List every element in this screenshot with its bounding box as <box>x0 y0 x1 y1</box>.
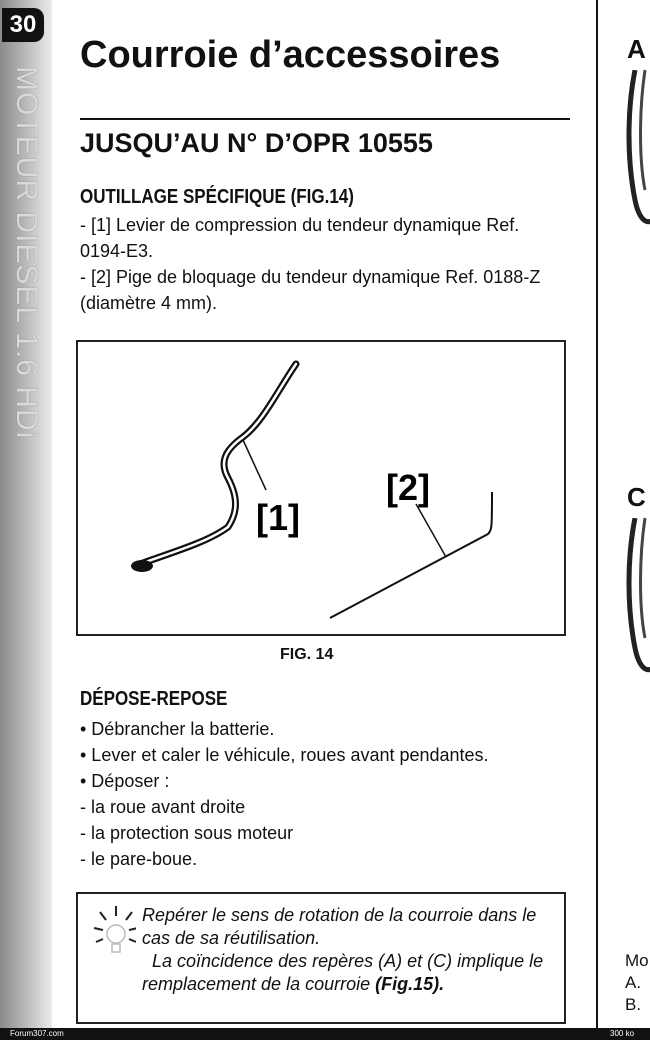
right-text-line: A. <box>625 973 642 992</box>
right-text-line: Mo <box>625 951 649 970</box>
footer-size: 300 ko <box>610 1029 635 1038</box>
list-item: - le pare-boue. <box>80 849 198 869</box>
list-item: • Débrancher la batterie. <box>80 719 275 739</box>
right-label-c: C <box>627 482 646 512</box>
column-divider <box>596 0 598 1028</box>
right-label-a: A <box>627 34 646 64</box>
list-item: - la roue avant droite <box>80 797 246 817</box>
tooling-item: - [2] Pige de bloquage du tendeur dynamique Ref. 0188-Z (diamètre 4 mm). <box>80 267 541 313</box>
removal-steps <box>80 716 570 872</box>
belt-illustration-a <box>625 70 650 230</box>
label-2: [2] <box>386 467 430 508</box>
list-item: • Lever et caler le véhicule, roues avant pendantes. <box>80 745 489 765</box>
list-item: - la protection sous moteur <box>80 823 294 843</box>
footer-source: Forum307.com <box>10 1029 64 1038</box>
section-subtitle: JUSQU’AU N° D’OPR 10555 <box>80 128 433 158</box>
removal-heading: DÉPOSE-REPOSE <box>80 688 228 710</box>
tool-illustration <box>78 342 564 634</box>
pin-tool <box>330 492 492 618</box>
tip-box <box>76 892 566 1024</box>
label-1: [1] <box>256 497 300 538</box>
lightbulb-icon <box>86 902 136 962</box>
lever-tip <box>131 560 153 572</box>
tooling-heading: OUTILLAGE SPÉCIFIQUE (FIG.14) <box>80 186 354 208</box>
figure-ref: (Fig.15). <box>375 974 445 994</box>
page-number-badge: 30 <box>2 8 44 42</box>
figure-14 <box>76 340 566 636</box>
tip-line: Repérer le sens de rotation de la courroie dans le cas de sa réutilisation. <box>142 905 537 948</box>
side-margin-band <box>0 0 52 1030</box>
belt-illustration-c <box>625 518 650 678</box>
tip-line: La coïncidence des repères (A) et (C) implique le remplacement de la courroie <box>142 951 544 994</box>
chapter-label: MOTEUR DIESEL 1.6 HDi <box>10 66 43 440</box>
list-item: • Déposer : <box>80 771 170 791</box>
figure-caption: FIG. 14 <box>280 646 334 663</box>
tip-text <box>142 904 560 996</box>
tooling-item: - [1] Levier de compression du tendeur dynamique Ref. 0194-E3. <box>80 215 520 261</box>
footer-bar <box>0 1028 650 1040</box>
page-title: Courroie d’accessoires <box>80 34 501 76</box>
right-text-line: B. <box>625 995 642 1014</box>
title-underline <box>80 118 570 120</box>
